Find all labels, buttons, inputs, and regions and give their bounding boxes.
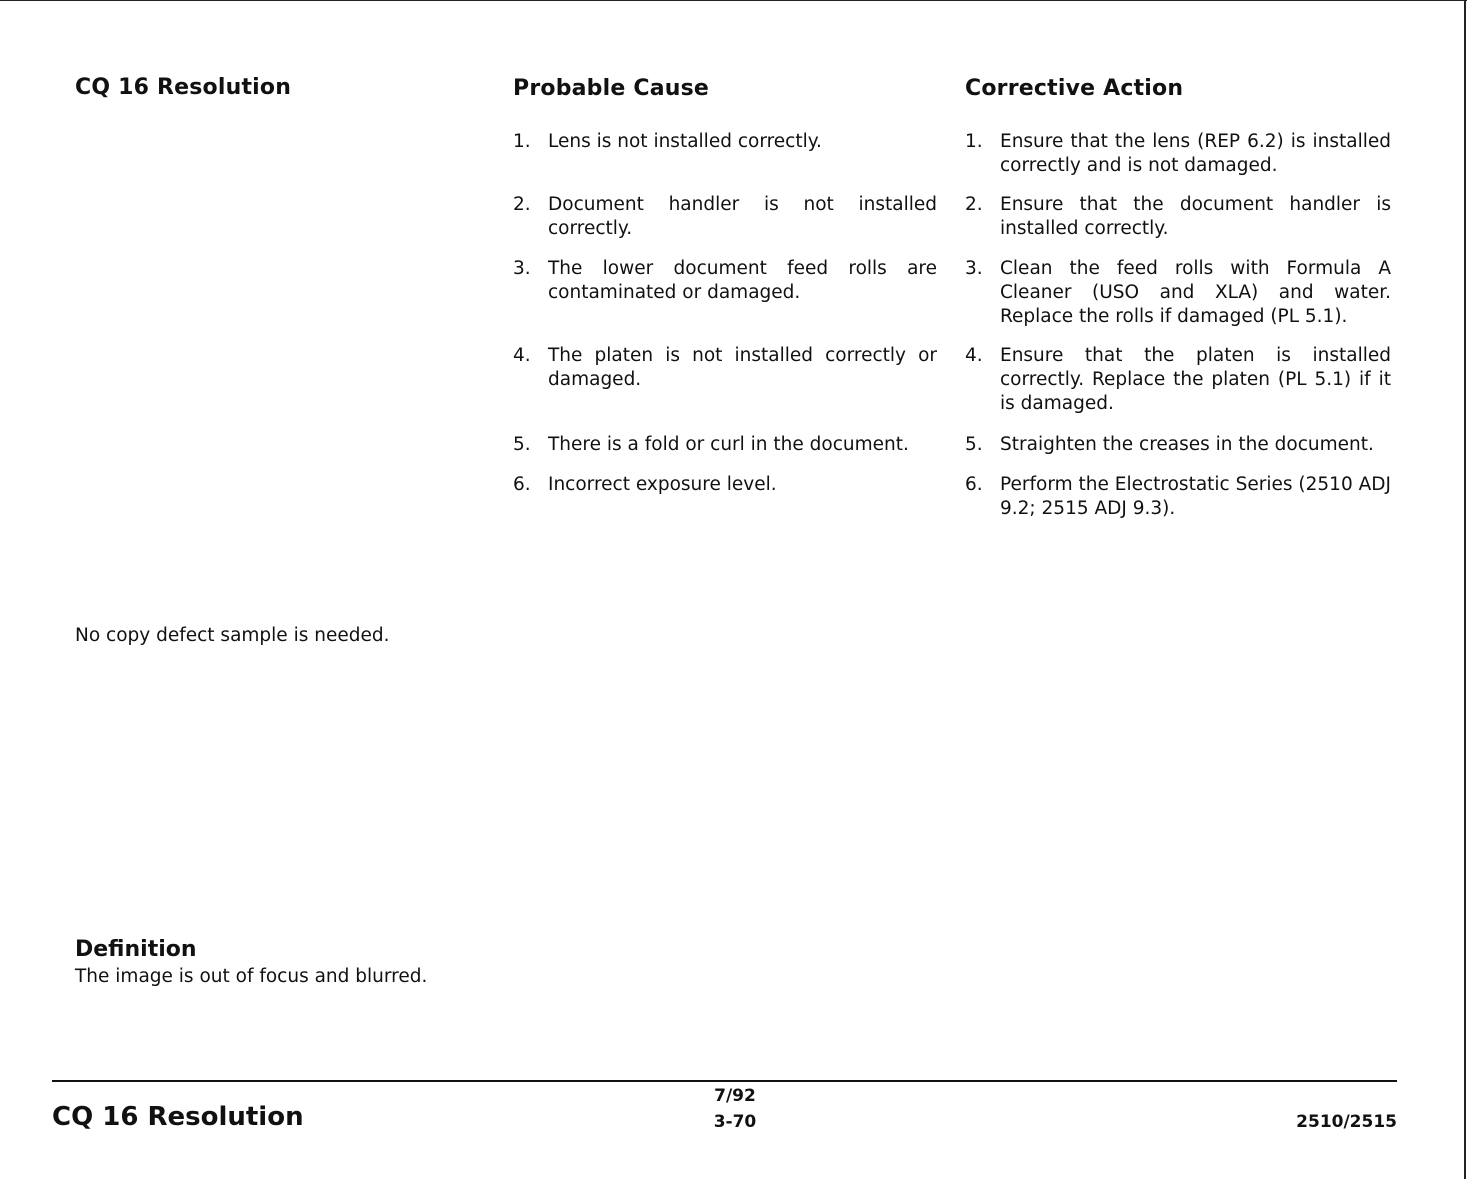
cause-text: Lens is not installed correctly. [548, 131, 822, 152]
page-border-right [1464, 0, 1466, 1179]
cause-text: There is a fold or curl in the document. [548, 434, 909, 455]
section-title: CQ 16 Resolution [75, 75, 292, 100]
footer-rule [52, 1080, 1397, 1082]
action-text: Ensure that the document handler is installed correctly. [1000, 194, 1391, 239]
cause-item [513, 344, 937, 392]
action-number: 5. [965, 434, 983, 455]
action-item [965, 257, 1391, 329]
cause-item [513, 433, 937, 457]
action-text: Straighten the creases in the document. [1000, 434, 1374, 455]
cause-text: The lower document feed rolls are contaminated or damaged. [548, 258, 937, 303]
cause-item [513, 193, 937, 241]
action-number: 4. [965, 345, 983, 366]
cause-number: 6. [513, 474, 531, 495]
cause-number: 5. [513, 434, 531, 455]
cause-number: 3. [513, 258, 531, 279]
action-number: 6. [965, 474, 983, 495]
action-text: Clean the feed rolls with Formula A Cleaner (USO and XLA) and water. Replace the rolls if damaged (PL 5.1). [1000, 258, 1391, 327]
footer-page-number: 3-70 [713, 1112, 757, 1132]
cause-number: 1. [513, 131, 531, 152]
page-border-top [0, 0, 1467, 1]
cause-item [513, 257, 937, 305]
definition-heading: Definition [75, 937, 197, 962]
action-item [965, 130, 1391, 178]
action-item [965, 473, 1391, 521]
definition-text: The image is out of focus and blurred. [75, 966, 428, 987]
cause-text: Incorrect exposure level. [548, 474, 777, 495]
cause-text: The platen is not installed correctly or damaged. [548, 345, 937, 390]
action-text: Perform the Electrostatic Series (2510 ADJ 9.2; 2515 ADJ 9.3). [1000, 474, 1391, 519]
footer-model: 2510/2515 [1296, 1112, 1397, 1132]
action-text: Ensure that the lens (REP 6.2) is installed correctly and is not damaged. [1000, 131, 1391, 176]
cause-text: Document handler is not installed correctly. [548, 194, 937, 239]
sample-note: No copy defect sample is needed. [75, 625, 390, 646]
action-item [965, 433, 1391, 457]
action-number: 3. [965, 258, 983, 279]
footer-title: CQ 16 Resolution [52, 1102, 304, 1132]
action-item [965, 193, 1391, 241]
action-text: Ensure that the platen is installed correctly. Replace the platen (PL 5.1) if it is damaged. [1000, 345, 1391, 414]
cause-number: 4. [513, 345, 531, 366]
action-item [965, 344, 1391, 416]
footer-date: 7/92 [714, 1086, 756, 1106]
action-number: 2. [965, 194, 983, 215]
action-number: 1. [965, 131, 983, 152]
cause-item [513, 130, 937, 154]
corrective-action-heading: Corrective Action [965, 76, 1184, 101]
cause-number: 2. [513, 194, 531, 215]
probable-cause-heading: Probable Cause [513, 76, 710, 101]
cause-item [513, 473, 937, 497]
